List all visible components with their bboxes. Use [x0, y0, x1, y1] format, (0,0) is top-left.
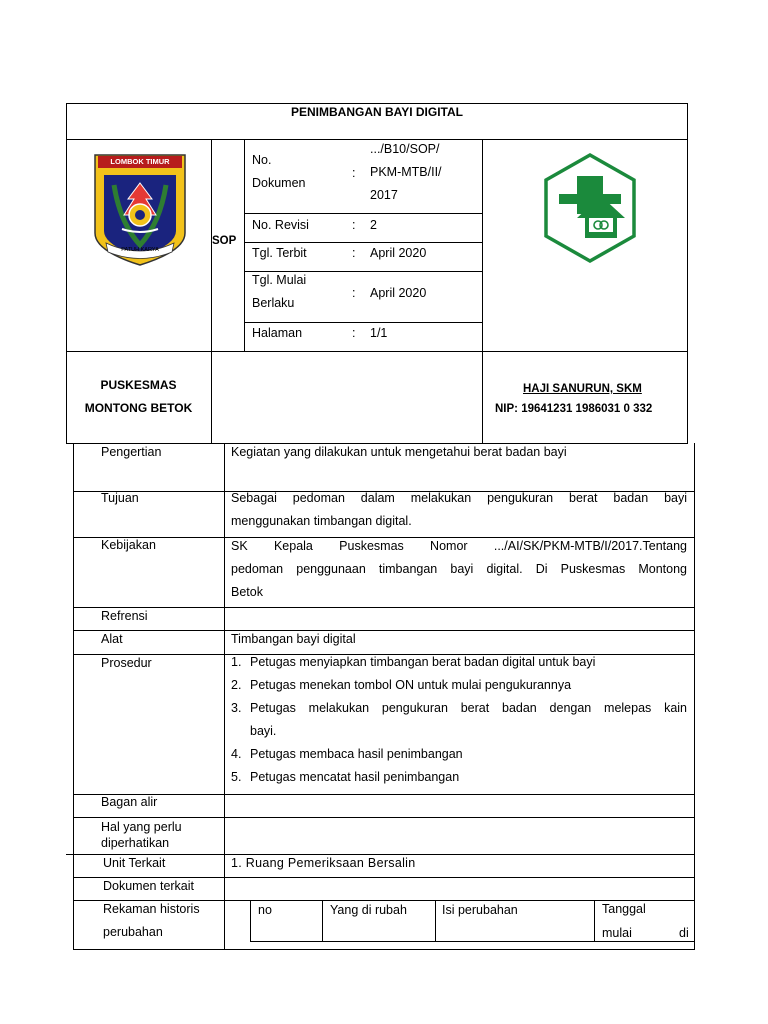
regency-logo — [92, 153, 188, 267]
prosedur-step-4-num: 4. — [231, 747, 242, 761]
org-name-line-1: PUSKESMAS — [100, 378, 177, 392]
field-mulai-label-1: Tgl. Mulai — [252, 273, 307, 287]
document-title: PENIMBANGAN BAYI DIGITAL — [290, 105, 463, 119]
field-nodok-value-3: 2017 — [370, 188, 398, 202]
pengertian-text: Kegiatan yang dilakukan untuk mengetahui berat badan bayi — [231, 445, 567, 459]
kebijakan-text-line-3: Betok — [231, 585, 263, 599]
prosedur-step-4-text: Petugas membaca hasil penimbangan — [250, 747, 463, 761]
rekaman-col-yang-dirubah: Yang di rubah — [330, 903, 407, 917]
hal-perlu-label-1: Hal yang perlu — [101, 820, 182, 834]
field-revisi-value: 2 — [370, 218, 377, 232]
prosedur-step-1-num: 1. — [231, 655, 242, 669]
tujuan-text-line-2: menggunakan timbangan digital. — [231, 514, 412, 528]
hal-perlu-label-2: diperhatikan — [101, 836, 170, 850]
field-halaman-value: 1/1 — [370, 326, 388, 340]
field-nodok-value-2: PKM-MTB/II/ — [370, 165, 442, 179]
logo-top-text: LOMBOK TIMUR — [110, 157, 170, 166]
field-mulai-sep: : — [352, 286, 356, 300]
field-revisi-sep: : — [352, 218, 356, 232]
kebijakan-text-line-1: SK Kepala Puskesmas Nomor .../AI/SK/PKM-MTB/I/2017.Tentang — [231, 539, 687, 553]
prosedur-step-3-text-line-2: bayi. — [250, 724, 277, 738]
prosedur-step-2-num: 2. — [231, 678, 242, 692]
field-halaman-label: Halaman — [252, 326, 303, 340]
rekaman-col-isi-perubahan: Isi perubahan — [442, 903, 518, 917]
alat-label: Alat — [101, 632, 123, 646]
green-cross-hexagon-icon — [543, 152, 637, 264]
prosedur-step-1-text: Petugas menyiapkan timbangan berat badan digital untuk bayi — [250, 655, 596, 669]
field-terbit-sep: : — [352, 246, 356, 260]
bagan-alir-label: Bagan alir — [101, 795, 158, 809]
sop-label: SOP — [212, 235, 237, 247]
kebijakan-label: Kebijakan — [101, 538, 156, 552]
rekaman-col-tanggal-line-2a: mulai — [602, 926, 632, 940]
rekaman-label-1: Rekaman historis — [103, 902, 200, 916]
logo-bottom-text: PATUH KARYA — [121, 247, 159, 253]
field-nodok-value-1: .../B10/SOP/ — [370, 142, 440, 156]
org-name-line-2: MONTONG BETOK — [84, 401, 193, 415]
field-nodok-sep: : — [352, 166, 356, 180]
field-halaman-sep: : — [352, 326, 356, 340]
alat-text: Timbangan bayi digital — [231, 632, 356, 646]
field-mulai-label-2: Berlaku — [252, 296, 295, 310]
prosedur-step-2-text: Petugas menekan tombol ON untuk mulai pengukurannya — [250, 678, 572, 692]
prosedur-step-3-num: 3. — [231, 701, 242, 715]
rekaman-label-2: perubahan — [103, 925, 163, 939]
field-terbit-value: April 2020 — [370, 246, 427, 260]
pengertian-label: Pengertian — [101, 445, 162, 459]
rekaman-col-tanggal-line-2b: di — [679, 926, 689, 940]
tujuan-label: Tujuan — [101, 491, 139, 505]
field-nodok-label-2: Dokumen — [252, 176, 306, 190]
field-mulai-value: April 2020 — [370, 286, 427, 300]
rekaman-col-tanggal: Tanggal — [602, 902, 646, 916]
unit-terkait-text: 1. Ruang Pemeriksaan Bersalin — [231, 856, 416, 870]
kebijakan-text-line-2: pedoman penggunaan timbangan bayi digital. Di Puskesmas Montong — [231, 562, 687, 576]
field-revisi-label: No. Revisi — [252, 218, 309, 232]
prosedur-step-5-text: Petugas mencatat hasil penimbangan — [250, 770, 460, 784]
tujuan-text-line-1: Sebagai pedoman dalam melakukan pengukuran berat badan bayi — [231, 491, 687, 505]
prosedur-step-3-text-line-1: Petugas melakukan pengukuran berat badan dengan melepas kain — [250, 701, 687, 715]
dokumen-terkait-label: Dokumen terkait — [103, 879, 195, 893]
rekaman-col-no: no — [258, 903, 272, 917]
field-nodok-label-1: No. — [252, 153, 272, 167]
signer-nip: NIP: 19641231 1986031 0 332 — [495, 403, 653, 415]
unit-terkait-label: Unit Terkait — [103, 856, 166, 870]
prosedur-step-5-num: 5. — [231, 770, 242, 784]
signer-name: HAJI SANURUN, SKM — [523, 383, 642, 395]
puskesmas-logo — [543, 152, 637, 264]
referensi-label: Refrensi — [101, 609, 148, 623]
prosedur-label: Prosedur — [101, 656, 152, 670]
field-terbit-label: Tgl. Terbit — [252, 246, 307, 260]
